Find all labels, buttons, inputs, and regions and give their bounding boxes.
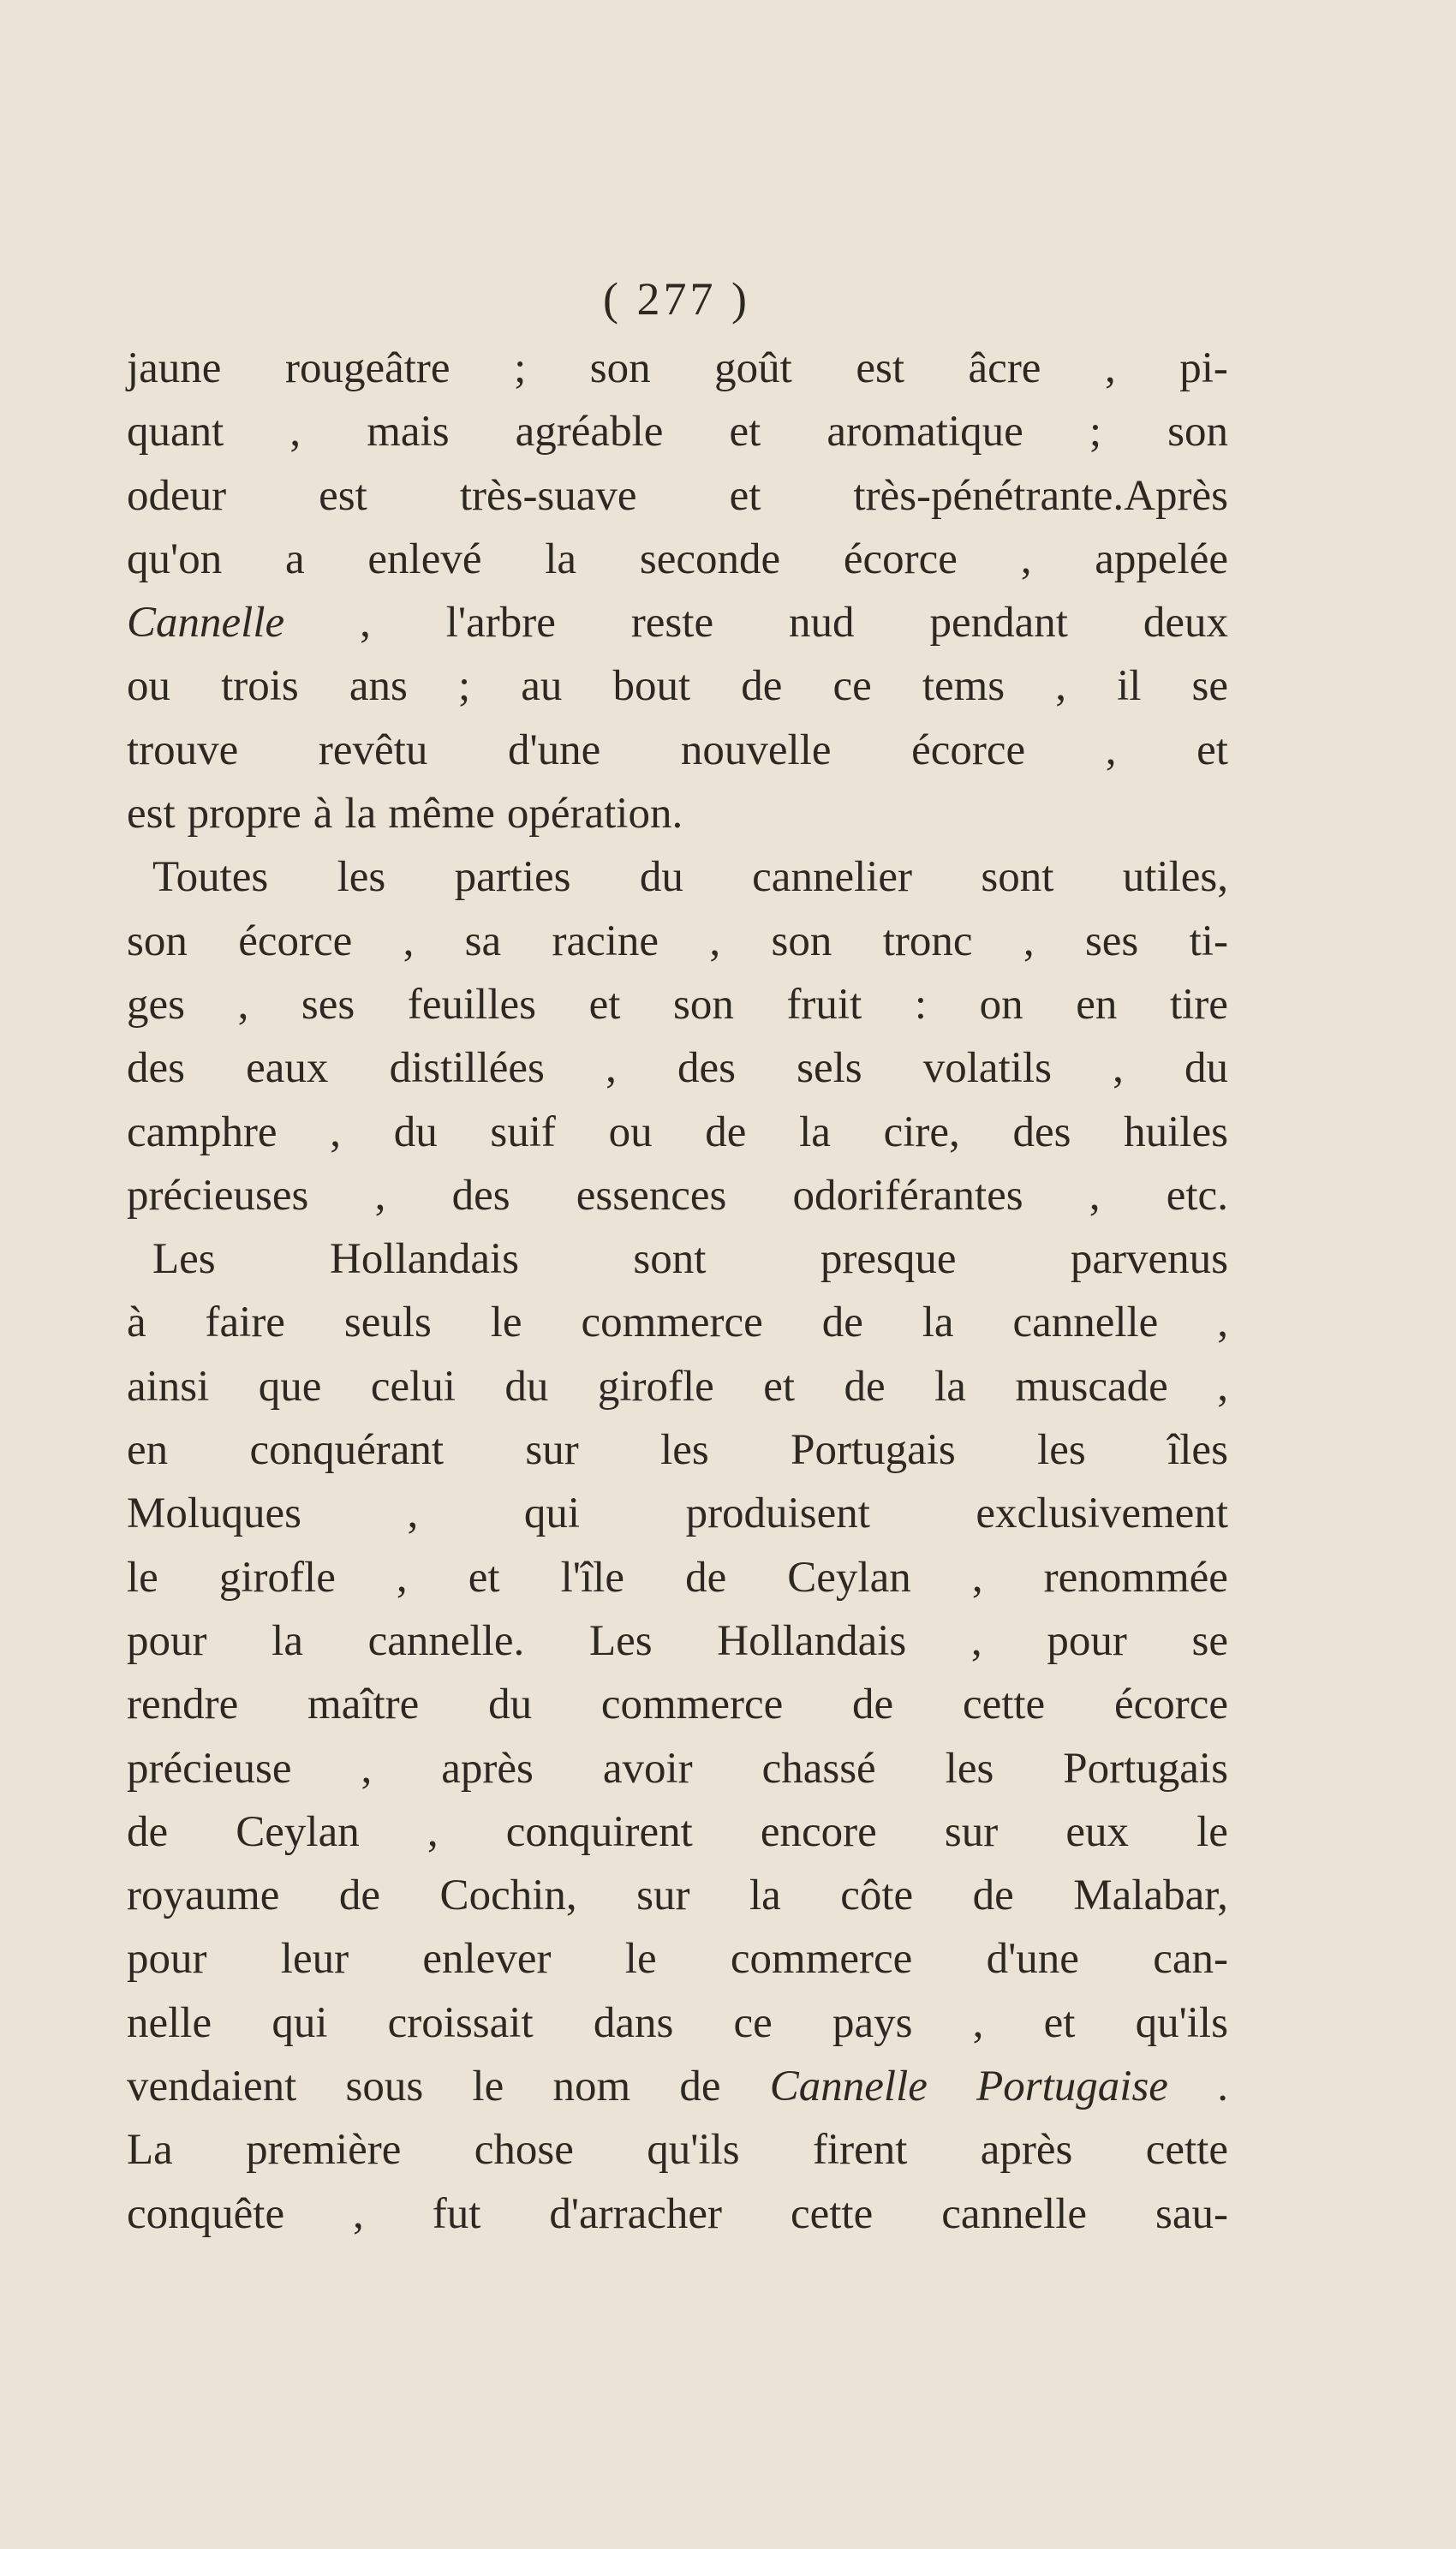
word: de	[741, 662, 783, 711]
word: la	[272, 1616, 303, 1665]
text-line	[127, 1291, 1228, 1354]
word: .	[1217, 2062, 1228, 2111]
word: la	[922, 1298, 954, 1347]
word: à	[313, 790, 333, 839]
word: commerce	[600, 1680, 784, 1729]
word: sa	[464, 916, 502, 965]
word: îles	[1167, 1426, 1228, 1475]
word: cette	[1145, 2126, 1228, 2175]
word: Ceylan	[236, 1807, 360, 1856]
word: Hollandais	[330, 1235, 520, 1284]
word: pour	[127, 1616, 207, 1665]
text-line	[127, 1355, 1228, 1418]
word: appelée	[1095, 534, 1228, 583]
word: reste	[630, 599, 714, 648]
word: on	[979, 980, 1023, 1029]
word: sous	[345, 2062, 424, 2111]
word: sau-	[1155, 2189, 1228, 2238]
word: Portugais	[791, 1426, 956, 1475]
word: ans	[349, 662, 408, 711]
word: le	[490, 1298, 522, 1347]
word: seconde	[639, 534, 781, 583]
word: ,	[1217, 1362, 1228, 1411]
text-line	[127, 464, 1228, 528]
word: Portugaise	[976, 2062, 1168, 2111]
word: de	[338, 1871, 381, 1920]
word: pour	[1047, 1616, 1127, 1665]
word: Hollandais	[717, 1616, 907, 1665]
word: sont	[633, 1235, 707, 1284]
word: ,	[970, 1616, 982, 1665]
word: ,	[374, 1171, 386, 1220]
word: propre	[187, 790, 301, 839]
word: rendre	[127, 1680, 239, 1729]
text-line	[127, 337, 1228, 400]
page-number: ( 277 )	[603, 273, 750, 325]
word: la	[749, 1871, 781, 1920]
word: son	[589, 344, 651, 392]
word: cannelle.	[367, 1616, 525, 1665]
word: le	[472, 2062, 504, 2111]
word: nom	[552, 2062, 631, 2111]
word: ,	[403, 916, 415, 965]
word: commerce	[730, 1935, 913, 1984]
word: jaune	[127, 344, 222, 392]
word: tems	[922, 662, 1005, 711]
word: qu'on	[127, 534, 223, 583]
word: écorce	[238, 916, 353, 965]
word: ;	[457, 662, 471, 711]
word: des	[127, 1044, 185, 1093]
word: tronc	[882, 916, 973, 965]
word: ,	[289, 408, 301, 457]
text-line	[127, 1482, 1228, 1545]
word: agréable	[515, 408, 664, 457]
word: enlever	[422, 1935, 552, 1984]
word: côte	[840, 1871, 914, 1920]
word: volatils	[922, 1044, 1052, 1093]
word: cannelier	[752, 853, 913, 902]
text-line	[127, 845, 1228, 909]
word: et	[729, 471, 761, 520]
text-line	[127, 1673, 1228, 1736]
word: qui	[523, 1489, 581, 1538]
word: ,	[407, 1489, 419, 1538]
word: ;	[514, 344, 527, 392]
word: du	[639, 853, 683, 902]
word: après	[441, 1744, 534, 1793]
word: opération.	[506, 790, 683, 839]
text-line	[127, 1991, 1228, 2055]
word: ,	[1104, 344, 1116, 392]
word: il	[1117, 662, 1142, 711]
text-line	[127, 973, 1228, 1036]
word: presque	[820, 1235, 957, 1284]
word: son	[127, 916, 188, 965]
word: leur	[280, 1935, 349, 1984]
word: ,	[353, 2189, 364, 2238]
word: première	[246, 2126, 402, 2175]
word: très-pénétrante.Après	[853, 471, 1228, 520]
word: distillées	[389, 1044, 545, 1093]
word: du	[488, 1680, 533, 1729]
word: qui	[272, 1998, 328, 2047]
word: ,	[361, 1744, 373, 1793]
word: sur	[636, 1871, 690, 1920]
word: en	[1076, 980, 1118, 1029]
word: précieuses	[127, 1171, 309, 1220]
text-line	[127, 1609, 1228, 1673]
word: ,	[1055, 662, 1066, 711]
word: sels	[797, 1044, 862, 1093]
word: de	[705, 1107, 747, 1156]
word: ;	[1089, 408, 1102, 457]
word: Les	[588, 1616, 653, 1665]
word: en	[127, 1426, 169, 1475]
word: quant	[127, 408, 224, 457]
word: et	[1196, 725, 1228, 774]
word: tire	[1169, 980, 1228, 1029]
word: Moluques	[127, 1489, 301, 1538]
word: muscade	[1015, 1362, 1168, 1411]
word: huiles	[1124, 1107, 1228, 1156]
word: Ceylan	[787, 1553, 911, 1602]
word: nud	[789, 599, 855, 648]
word: de	[852, 1680, 894, 1729]
word: fut	[432, 2189, 481, 2238]
word: Malabar,	[1073, 1871, 1228, 1920]
text-line	[127, 1800, 1228, 1864]
text-line	[127, 654, 1228, 718]
word: que	[258, 1362, 322, 1411]
word: d'arracher	[549, 2189, 723, 2238]
word: le	[1196, 1807, 1228, 1856]
word: renommée	[1043, 1553, 1228, 1602]
word: ,	[1105, 725, 1117, 774]
word: la	[934, 1362, 966, 1411]
word: croissait	[387, 1998, 534, 2047]
word: précieuse	[127, 1744, 292, 1793]
word: :	[914, 980, 928, 1029]
word: faire	[205, 1298, 285, 1347]
word: de	[679, 2062, 721, 2111]
word: cette	[790, 2189, 874, 2238]
word: eaux	[246, 1044, 329, 1093]
word: etc.	[1166, 1171, 1228, 1220]
word: ses	[1084, 916, 1139, 965]
word: cette	[962, 1680, 1046, 1729]
word: ,	[1217, 1298, 1228, 1347]
word: nouvelle	[680, 725, 832, 774]
text-line	[127, 1036, 1228, 1100]
word: son	[672, 980, 734, 1029]
word: ,	[1023, 916, 1035, 965]
word: son	[771, 916, 832, 965]
word: can-	[1153, 1935, 1228, 1984]
word: sur	[944, 1807, 999, 1856]
word: bout	[612, 662, 691, 711]
word: ,	[709, 916, 721, 965]
word: de	[844, 1362, 886, 1411]
word: Portugais	[1063, 1744, 1228, 1793]
word: est	[127, 790, 176, 839]
text-line	[127, 528, 1228, 591]
word: le	[127, 1553, 158, 1602]
word: cire,	[883, 1107, 960, 1156]
word: rougeâtre	[284, 344, 451, 392]
word: ce	[832, 662, 872, 711]
word: ses	[301, 980, 355, 1029]
word: avoir	[602, 1744, 693, 1793]
word: revêtu	[318, 725, 428, 774]
text-line	[127, 1164, 1228, 1227]
word: ainsi	[127, 1362, 210, 1411]
word: la	[344, 790, 377, 839]
word: cannelle	[941, 2189, 1088, 2238]
body-text	[127, 337, 1228, 2246]
word: conquête	[127, 2189, 285, 2238]
word: conquérant	[249, 1426, 445, 1475]
word: girofle	[597, 1362, 714, 1411]
word: commerce	[581, 1298, 763, 1347]
word: trois	[221, 662, 299, 711]
word: dans	[593, 1998, 674, 2047]
word: est	[856, 344, 905, 392]
text-line	[127, 910, 1228, 973]
word: et	[1043, 1998, 1076, 2047]
word: pays	[832, 1998, 913, 2047]
word: même	[388, 790, 495, 839]
word: eux	[1065, 1807, 1130, 1856]
word: après	[980, 2126, 1073, 2175]
word: vendaient	[127, 2062, 297, 2111]
word: Cannelle	[769, 2062, 928, 2111]
word: sont	[981, 853, 1054, 902]
word: racine	[552, 916, 659, 965]
word: écorce	[911, 725, 1026, 774]
word: produisent	[685, 1489, 870, 1538]
text-line	[127, 2055, 1228, 2118]
word: chassé	[761, 1744, 876, 1793]
word: sur	[525, 1426, 579, 1475]
word: parties	[454, 853, 571, 902]
word: ,	[396, 1553, 408, 1602]
word: de	[821, 1298, 863, 1347]
word: et	[468, 1553, 500, 1602]
word: ,	[971, 1553, 983, 1602]
text-line	[127, 782, 1228, 845]
word: mais	[367, 408, 450, 457]
word: les	[945, 1744, 994, 1793]
word: la	[545, 534, 577, 583]
word: goût	[714, 344, 792, 392]
word: Toutes	[152, 853, 269, 902]
word: Cochin,	[439, 1871, 577, 1920]
word: fruit	[786, 980, 862, 1029]
word: l'arbre	[445, 599, 556, 648]
text-line	[127, 719, 1228, 782]
word: nelle	[127, 1998, 212, 2047]
word: ti-	[1189, 916, 1228, 965]
word: encore	[760, 1807, 877, 1856]
word: ,	[972, 1998, 984, 2047]
word: ,	[237, 980, 249, 1029]
word: pendant	[929, 599, 1068, 648]
word: ,	[606, 1044, 617, 1093]
word: ou	[608, 1107, 653, 1156]
word: Cannelle	[127, 599, 285, 648]
word: d'une	[986, 1935, 1079, 1984]
word: firent	[812, 2126, 908, 2175]
text-line	[127, 1418, 1228, 1482]
word: du	[393, 1107, 438, 1156]
word: la	[799, 1107, 831, 1156]
word: très-suave	[459, 471, 637, 520]
word: aromatique	[826, 408, 1023, 457]
word: essences	[576, 1171, 727, 1220]
word: les	[337, 853, 386, 902]
word: celui	[370, 1362, 456, 1411]
word: suif	[490, 1107, 556, 1156]
word: cannelle	[1012, 1298, 1159, 1347]
word: des	[451, 1171, 510, 1220]
word: le	[624, 1935, 657, 1984]
word: conquirent	[505, 1807, 693, 1856]
word: seuls	[343, 1298, 432, 1347]
word: des	[1012, 1107, 1071, 1156]
word: l'île	[560, 1553, 624, 1602]
text-line	[127, 400, 1228, 463]
word: utiles,	[1122, 853, 1228, 902]
word: et	[588, 980, 621, 1029]
word: camphre	[127, 1107, 277, 1156]
word: qu'ils	[647, 2126, 740, 2175]
text-line	[127, 1864, 1228, 1927]
word: est	[319, 471, 367, 520]
word: des	[677, 1044, 736, 1093]
word: deux	[1143, 599, 1228, 648]
word: et	[763, 1362, 796, 1411]
word: girofle	[218, 1553, 336, 1602]
word: ou	[127, 662, 170, 711]
word: les	[1037, 1426, 1086, 1475]
text-line	[127, 1546, 1228, 1609]
word: a	[284, 534, 305, 583]
word: de	[685, 1553, 727, 1602]
word: de	[972, 1871, 1014, 1920]
word: ,	[1020, 534, 1032, 583]
word: ,	[427, 1807, 439, 1856]
word: d'une	[507, 725, 601, 774]
word: odeur	[127, 471, 227, 520]
word: âcre	[968, 344, 1041, 392]
text-line	[127, 2182, 1228, 2246]
text-line	[127, 1927, 1228, 1991]
text-line	[127, 591, 1228, 654]
word: à	[127, 1298, 146, 1347]
word: et	[729, 408, 761, 457]
word: se	[1191, 662, 1228, 711]
word: ,	[360, 599, 371, 648]
word: La	[127, 2126, 173, 2175]
word: odoriférantes	[792, 1171, 1023, 1220]
word: qu'ils	[1135, 1998, 1228, 2047]
word: chose	[474, 2126, 574, 2175]
word: de	[127, 1807, 169, 1856]
word: écorce	[1113, 1680, 1228, 1729]
word: se	[1191, 1616, 1228, 1665]
word: pour	[127, 1935, 207, 1984]
word: du	[504, 1362, 549, 1411]
word: pi-	[1179, 344, 1228, 392]
word: feuilles	[407, 980, 536, 1029]
word: ,	[330, 1107, 341, 1156]
word: écorce	[843, 534, 958, 583]
text-line	[127, 1737, 1228, 1800]
word: enlevé	[367, 534, 482, 583]
word: au	[521, 662, 563, 711]
word: trouve	[127, 725, 239, 774]
word: parvenus	[1070, 1235, 1228, 1284]
word: exclusivement	[976, 1489, 1228, 1538]
word: royaume	[127, 1871, 280, 1920]
word: du	[1184, 1044, 1228, 1093]
word: maître	[307, 1680, 420, 1729]
text-line	[127, 1101, 1228, 1164]
word: ,	[1089, 1171, 1101, 1220]
word: son	[1167, 408, 1228, 457]
word: Les	[152, 1235, 216, 1284]
text-line	[127, 1227, 1228, 1291]
word: ce	[733, 1998, 773, 2047]
word: les	[660, 1426, 709, 1475]
word: ges	[127, 980, 185, 1029]
word: ,	[1113, 1044, 1124, 1093]
text-line	[127, 2118, 1228, 2182]
